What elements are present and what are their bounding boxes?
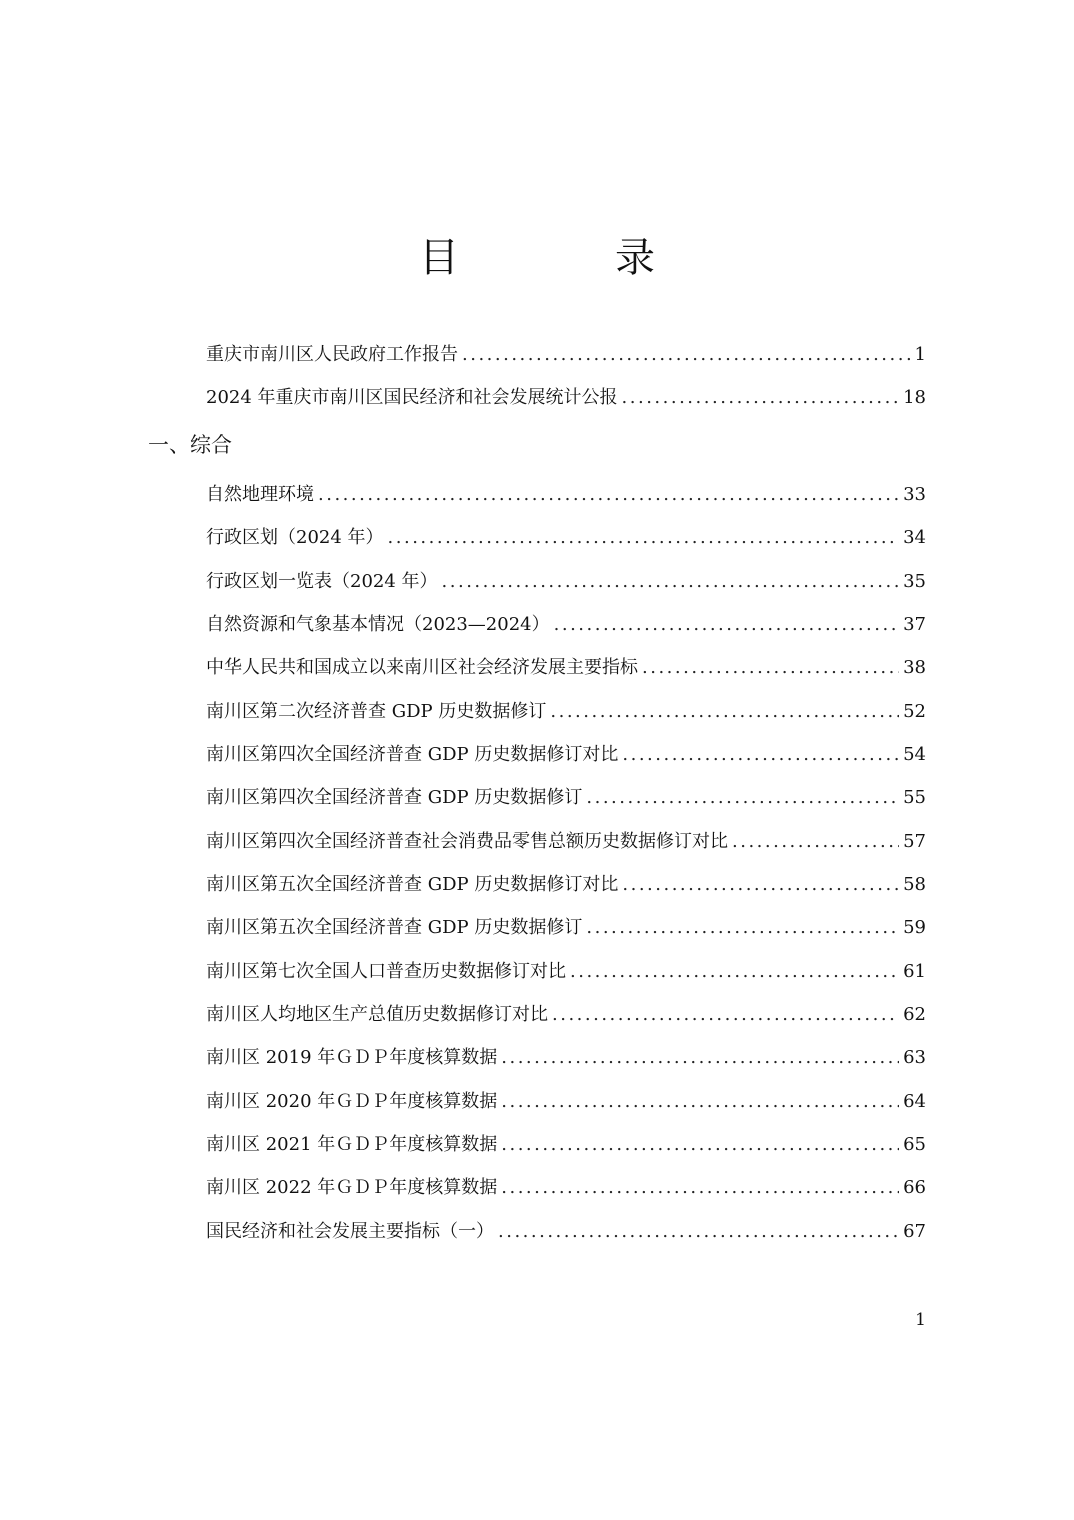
toc-entry-title: 行政区划一览表（2024 年） [206,571,438,592]
toc-leader [318,480,899,510]
toc-entry-page: 54 [903,744,926,765]
toc-entry-page: 62 [903,1004,926,1025]
toc-entry-title: 南川区第二次经济普查 GDP 历史数据修订 [206,701,547,722]
toc-entry-page: 33 [903,484,926,505]
toc-entry-title: 中华人民共和国成立以来南川区社会经济发展主要指标 [206,657,638,678]
toc-entry-page: 34 [903,527,926,548]
toc-entry-title: 南川区人均地区生产总值历史数据修订对比 [206,1004,548,1025]
toc-leader [442,567,900,597]
page-number: 1 [915,1310,926,1330]
toc-leader [732,827,899,857]
toc-leader [501,1043,899,1073]
toc-entry-page: 67 [903,1221,926,1242]
toc-entry[interactable] [206,340,926,370]
toc-leader [554,610,899,640]
toc-entry-page: 38 [903,657,926,678]
toc-entry-page: 58 [903,874,926,895]
toc-entry-page: 18 [903,387,926,408]
toc-entry[interactable] [206,610,926,640]
toc-entry-title: 自然资源和气象基本情况（2023—2024） [206,614,550,635]
toc-entry-title: 南川区 2019 年ＧＤＰ年度核算数据 [206,1047,498,1068]
toc-entry-title: 重庆市南川区人民政府工作报告 [206,344,458,365]
toc-entry-title: 南川区第四次全国经济普查 GDP 历史数据修订对比 [206,744,619,765]
toc-entry-page: 64 [903,1091,926,1112]
toc-leader [501,1173,899,1203]
toc-entry[interactable] [206,567,926,597]
toc-entry[interactable] [206,827,926,857]
toc-entry[interactable] [206,957,926,987]
toc-leader [501,1130,899,1160]
toc-entry-title: 南川区第四次全国经济普查 GDP 历史数据修订 [206,787,583,808]
toc-entry-page: 1 [914,344,926,365]
toc-leader [642,653,899,683]
toc-entry-title: 南川区 2022 年ＧＤＰ年度核算数据 [206,1177,498,1198]
toc-leader [501,1087,899,1117]
toc-entry-page: 35 [903,571,926,592]
toc-leader [586,913,899,943]
toc-entry[interactable] [206,653,926,683]
toc-entry-page: 57 [903,831,926,852]
toc-leader [498,1217,899,1247]
toc-entry[interactable] [206,383,926,413]
toc-leader [388,523,900,553]
toc-leader [622,870,899,900]
toc-entry[interactable] [206,1087,926,1117]
toc-leader [586,783,899,813]
toc-entry-title: 南川区第四次全国经济普查社会消费品零售总额历史数据修订对比 [206,831,728,852]
toc-entry[interactable] [206,913,926,943]
page-title: 目 录 [419,235,713,281]
toc-entry[interactable] [206,1130,926,1160]
toc-entry-title: 南川区 2020 年ＧＤＰ年度核算数据 [206,1091,498,1112]
toc-entry-title: 南川区第五次全国经济普查 GDP 历史数据修订 [206,917,583,938]
toc-entry-page: 52 [903,701,926,722]
section-heading: 一、综合 [148,433,232,457]
toc-entry-title: 国民经济和社会发展主要指标（一） [206,1221,494,1242]
toc-entry[interactable] [206,1217,926,1247]
toc-entry-title: 南川区 2021 年ＧＤＰ年度核算数据 [206,1134,498,1155]
toc-entry[interactable] [206,870,926,900]
toc-entry[interactable] [206,740,926,770]
toc-entry-page: 37 [903,614,926,635]
toc-entry-page: 55 [903,787,926,808]
toc-entry-page: 65 [903,1134,926,1155]
toc-entry[interactable] [206,523,926,553]
toc-leader [462,340,911,370]
toc-entry-page: 61 [903,961,926,982]
toc-entry[interactable] [206,1043,926,1073]
toc-leader [622,740,899,770]
toc-entry[interactable] [206,783,926,813]
toc-leader [550,697,899,727]
toc-entry-page: 66 [903,1177,926,1198]
toc-entry-title: 行政区划（2024 年） [206,527,384,548]
toc-entry[interactable] [206,480,926,510]
toc-leader [622,383,900,413]
toc-leader [552,1000,899,1030]
toc-entry-title: 南川区第七次全国人口普查历史数据修订对比 [206,961,566,982]
toc-entry-page: 63 [903,1047,926,1068]
toc-entry-title: 2024 年重庆市南川区国民经济和社会发展统计公报 [206,387,618,408]
toc-entry-page: 59 [903,917,926,938]
toc-entry[interactable] [206,697,926,727]
toc-entry[interactable] [206,1000,926,1030]
toc-leader [570,957,899,987]
toc-entry-title: 南川区第五次全国经济普查 GDP 历史数据修订对比 [206,874,619,895]
toc-entry[interactable] [206,1173,926,1203]
toc-entry-title: 自然地理环境 [206,484,314,505]
